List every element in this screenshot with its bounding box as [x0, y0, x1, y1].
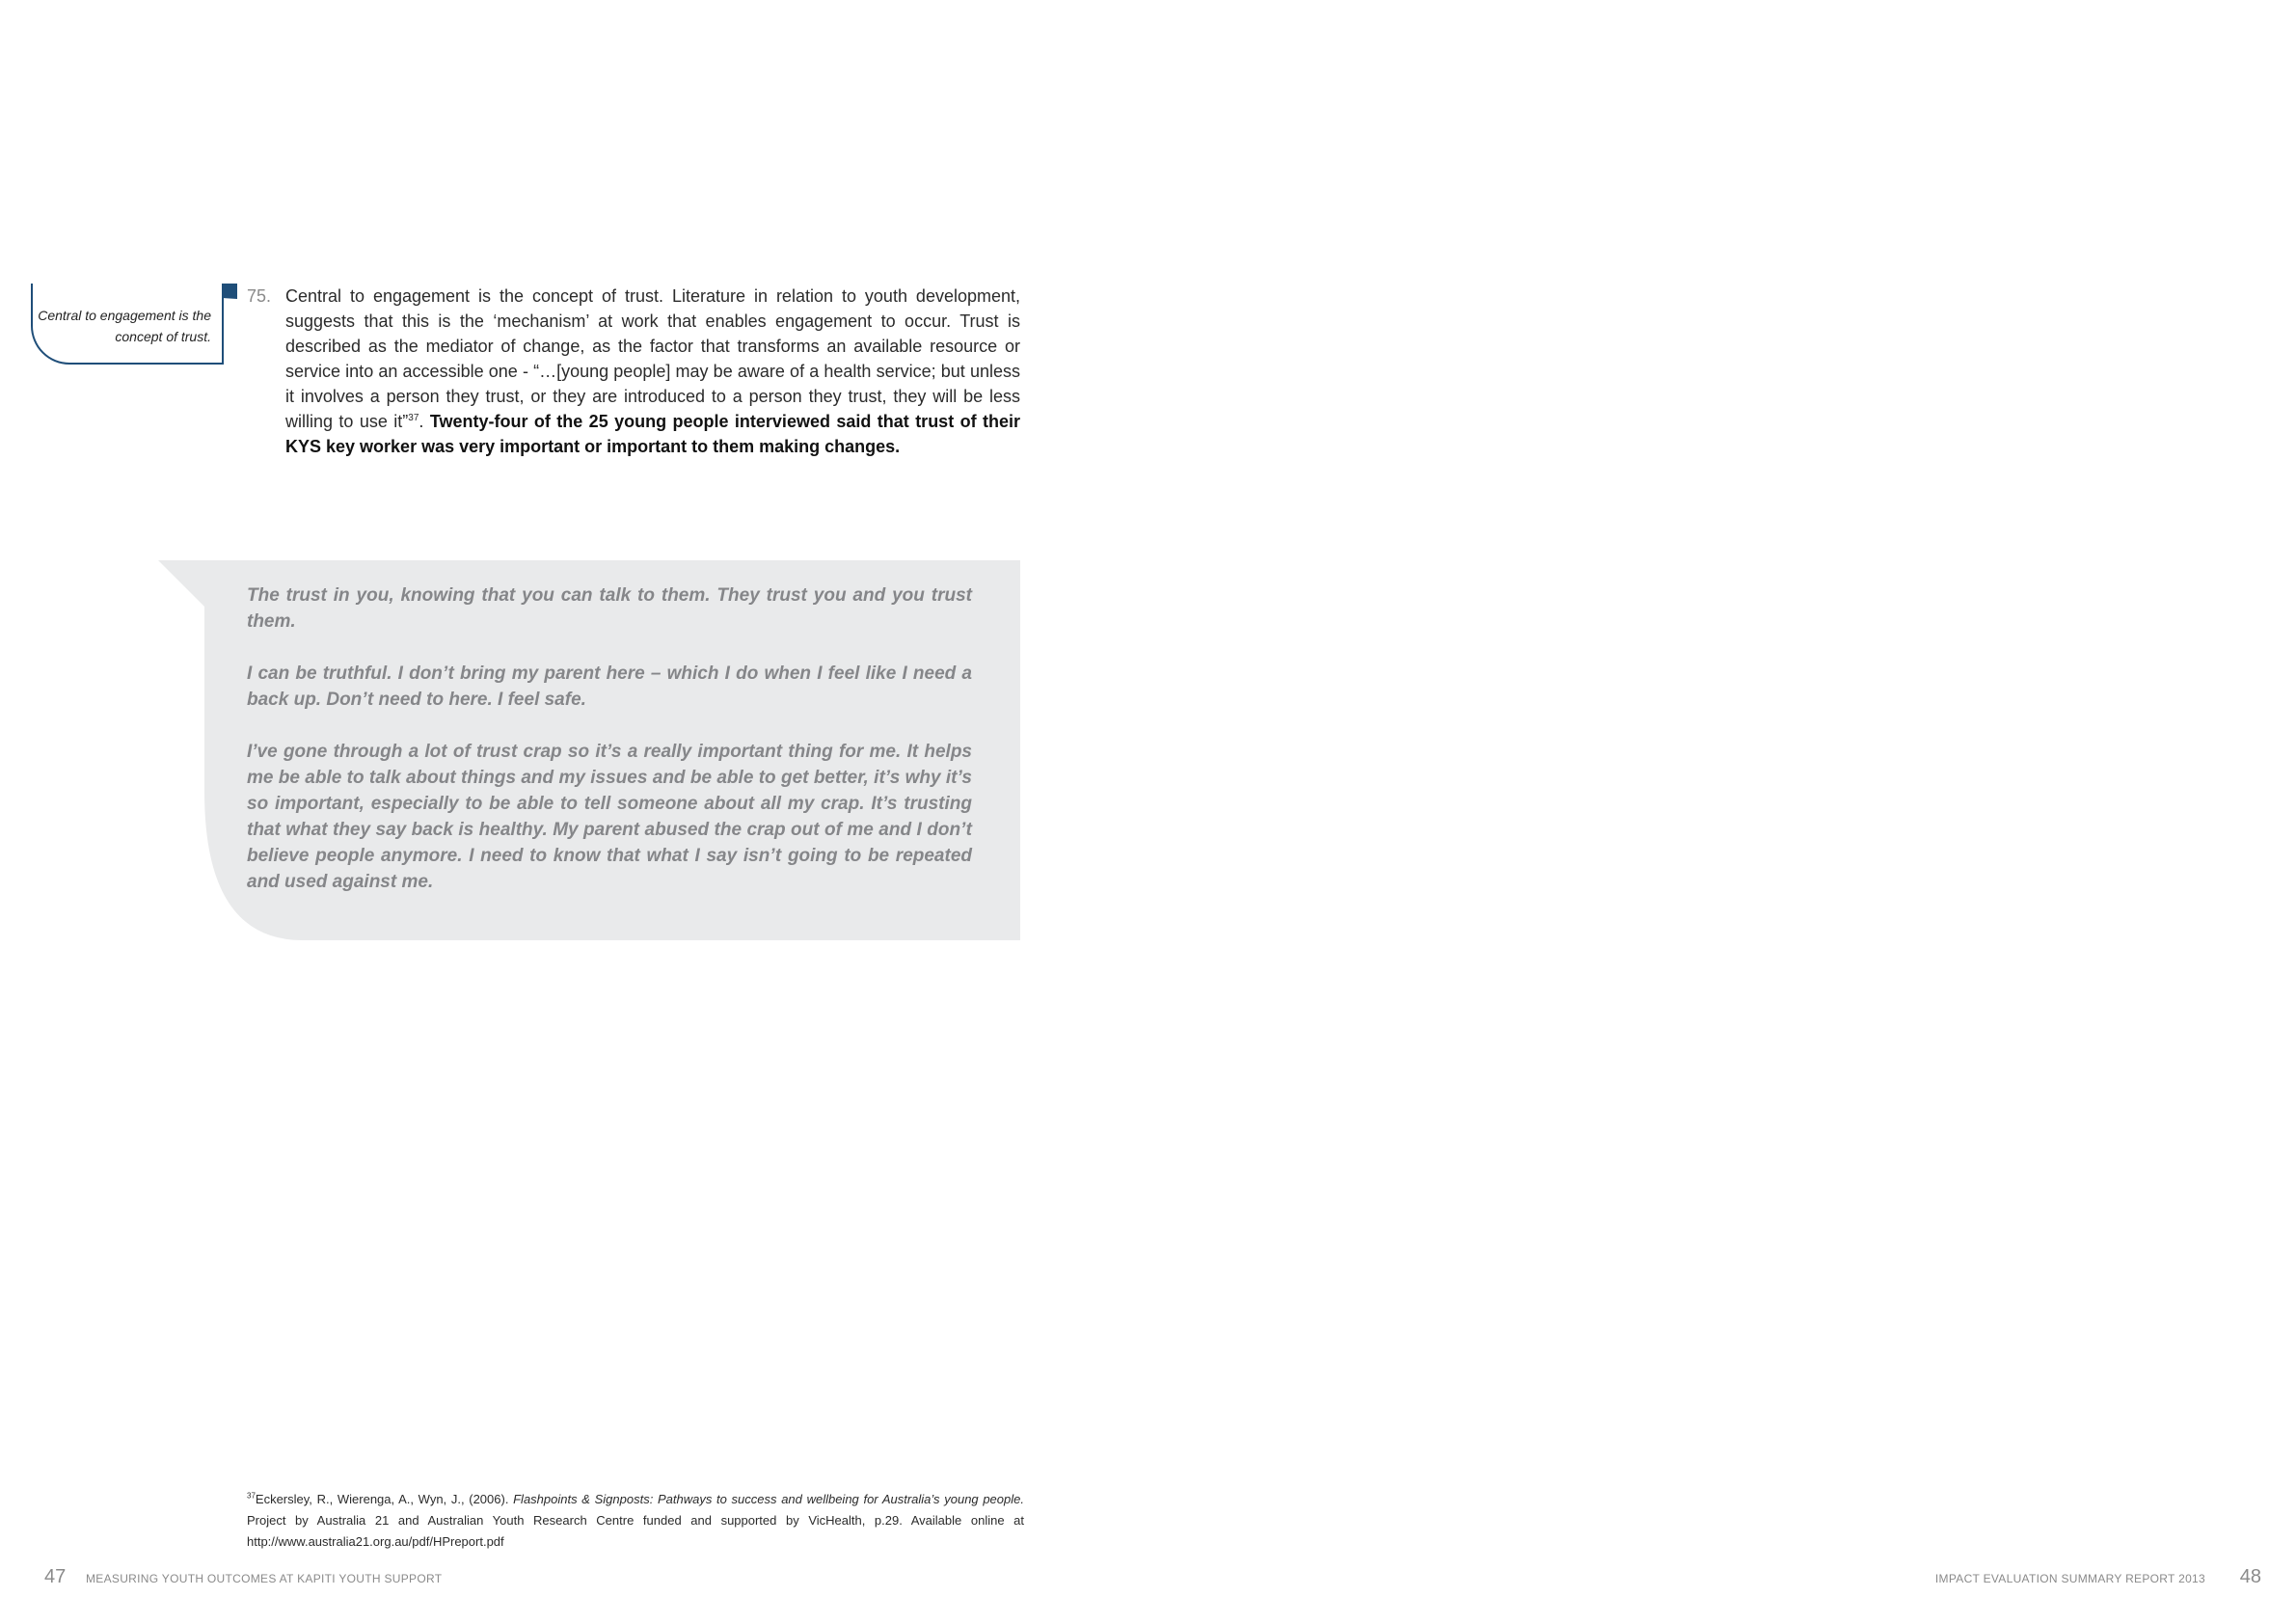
footnote-details: Project by Australia 21 and Australian Youth Research Centre funded and supported by VicHealth, p.29. Available online at http://www.australia21.org.au/pdf/HPreport.pdf: [247, 1513, 1024, 1549]
footnote-number: 37: [247, 1491, 256, 1501]
running-title-left: MEASURING YOUTH OUTCOMES AT KAPITI YOUTH SUPPORT: [86, 1572, 443, 1585]
quotes: [247, 582, 972, 921]
page-number-right: 48: [2239, 1566, 2261, 1587]
footnote-title: Flashpoints & Signposts: Pathways to success and wellbeing for Australia’s young people.: [513, 1492, 1024, 1506]
callout-text: Central to engagement is the concept of trust.: [38, 308, 211, 344]
paragraph-punctuation: .: [419, 412, 430, 431]
page-number-left: 47: [44, 1566, 67, 1587]
quote-1: The trust in you, knowing that you can talk to them. They trust you and you trust them.: [247, 585, 972, 632]
quote-2: I can be truthful. I don’t bring my parent here – which I do when I feel like I need a back up. Don’t need to here. I feel safe.: [247, 663, 972, 710]
quote-3: I’ve gone through a lot of trust crap so it’s a really important thing for me. It helps me be able to talk about things and my issues and be able to get better, it’s why it’s so important, especially to be able to tell someone about all my crap. It’s trusting that what they say back is healthy. My parent abused the crap out of me and I don’t believe people anymore. I need to know that what I say isn’t going to be repeated and used against me.: [247, 742, 972, 892]
paragraph-bold-finding: Twenty-four of the 25 young people interviewed said that trust of their KYS key worker was very important or important to them making changes.: [285, 412, 1020, 456]
paragraph-75: [285, 284, 1020, 459]
running-title-right: IMPACT EVALUATION SUMMARY REPORT 2013: [1934, 1572, 2205, 1585]
footnote-authors: Eckersley, R., Wierenga, A., Wyn, J., (2006).: [255, 1492, 514, 1506]
paragraph-number: 75.: [247, 286, 272, 306]
footnote-reference: 37: [408, 413, 419, 423]
right-page: [1148, 0, 2296, 1624]
paragraph-text: Central to engagement is the concept of trust. Literature in relation to youth development, suggests that this is the ‘mechanism’ at work that enables engagement to occur. Trust is described as the mediator of change, as the factor that transforms an available resource or service into an accessible one - “…[young people] may be aware of a health service; but unless it involves a person they trust, or they are introduced to a person they trust, they will be less willing to use it”: [285, 286, 1020, 431]
footnote: [247, 1489, 1024, 1553]
